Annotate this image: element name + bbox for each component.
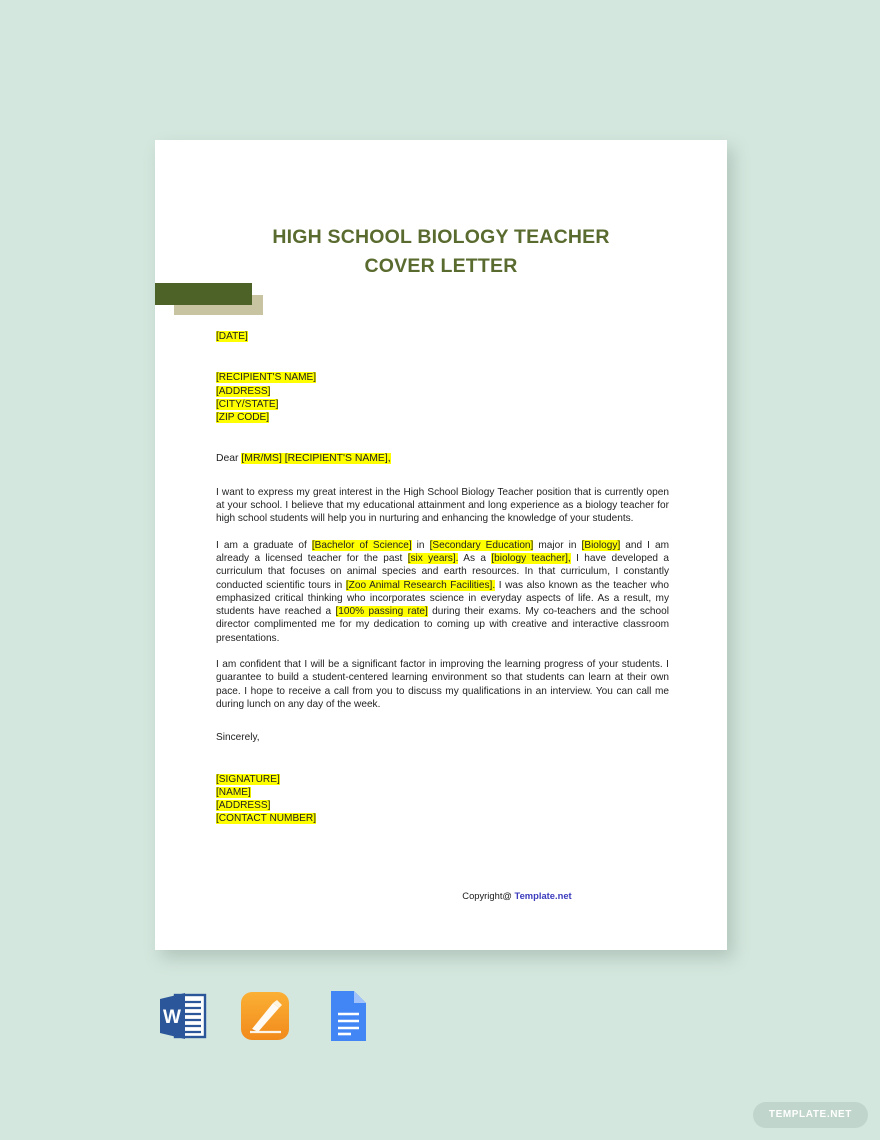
salutation-line — [216, 452, 669, 465]
header-decoration-green-bar — [155, 283, 252, 305]
date-line — [216, 330, 669, 343]
spacer — [216, 711, 669, 731]
paragraph-2 — [216, 539, 669, 645]
google-docs-icon[interactable] — [319, 988, 375, 1044]
p2-text-3: major in — [533, 539, 582, 551]
paragraph-1: I want to express my great interest in the High School Biology Teacher position that is currently open at your school. I believe that my educational attainment and long experience as a biology teacher for high school students will help you in nurturing and enhancing the knowledge of your students. — [216, 486, 669, 525]
signature-line — [216, 773, 669, 786]
years-experience-field: [six years]. — [407, 552, 459, 564]
major-field: [Biology] — [581, 539, 621, 551]
sender-name-field: [NAME] — [216, 786, 251, 798]
format-icons-row — [155, 988, 375, 1044]
sender-address-field: [ADDRESS] — [216, 800, 271, 812]
program-field: [Secondary Education] — [429, 539, 534, 551]
signature-field: [SIGNATURE] — [216, 773, 280, 785]
spacer — [216, 343, 669, 371]
p2-text-5: As a — [458, 552, 492, 564]
sender-contact-field: [CONTACT NUMBER] — [216, 813, 317, 825]
recipient-city-state-line — [216, 398, 669, 411]
p2-text-1: I am a graduate of — [216, 539, 312, 551]
paragraph-3: I am confident that I will be a significant factor in improving the learning progress of your students. I guarantee to build a student-centered learning environment so that students can learn at their own pace. I hope to receive a call from you to discuss my qualifications in an interview. You can call me during lunch on any day of the week. — [216, 659, 669, 710]
closing-line: Sincerely, — [216, 732, 260, 744]
spacer — [216, 526, 669, 539]
copyright-notice — [155, 890, 727, 901]
spacer — [216, 424, 669, 452]
sender-contact-line — [216, 812, 669, 825]
page-title-line-2: COVER LETTER — [364, 255, 518, 277]
page-title — [185, 223, 697, 281]
role-field: [biology teacher], — [491, 552, 571, 564]
signature-block — [216, 773, 669, 826]
microsoft-word-icon[interactable] — [155, 988, 211, 1044]
recipient-address-field: [ADDRESS] — [216, 385, 271, 397]
date-field: [DATE] — [216, 331, 248, 342]
sender-name-line — [216, 786, 669, 799]
recipient-address-line — [216, 385, 669, 398]
salutation-title-field: [MR/MS] — [241, 453, 282, 465]
letter-body — [216, 330, 669, 826]
recipient-city-state-field: [CITY/STATE] — [216, 398, 279, 410]
p2-text-2: in — [411, 539, 430, 551]
template-net-watermark: TEMPLATE.NET — [753, 1102, 868, 1128]
recipient-zip-field: [ZIP CODE] — [216, 412, 270, 424]
degree-field: [Bachelor of Science] — [311, 539, 412, 551]
recipient-name-line — [216, 371, 669, 384]
svg-text:W: W — [163, 1007, 181, 1028]
spacer — [216, 645, 669, 658]
spacer — [216, 745, 669, 773]
document-page — [155, 140, 727, 950]
facility-field: [Zoo Animal Research Facilities]. — [345, 579, 496, 591]
spacer — [216, 466, 669, 486]
template-net-link[interactable]: Template.net — [514, 890, 572, 901]
recipient-name-field: [RECIPIENT'S NAME] — [216, 372, 317, 384]
page-title-line-1: HIGH SCHOOL BIOLOGY TEACHER — [272, 226, 610, 248]
recipient-zip-line — [216, 411, 669, 424]
p2-text-4: and I am already a licensed teacher for the past — [216, 539, 669, 564]
p2-text-6: I have developed a curriculum that focuses on animal species and earth resources. In that curriculum, I constantly conducted scientific tours in — [216, 552, 669, 591]
salutation-name-field: [RECIPIENT'S NAME], — [284, 453, 391, 465]
sender-address-line — [216, 799, 669, 812]
p2-text-7: I was also known as the teacher who emphasized critical thinking who incorporates science in everyday aspects of life. As a result, my students have reached a — [216, 579, 669, 618]
recipient-block — [216, 371, 669, 424]
p2-text-8: during their exams. My co-teachers and the school director complimented me for my dedication to coming up with creative and interactive classroom presentations. — [216, 606, 669, 644]
copyright-text: Copyright@ — [462, 890, 515, 901]
passing-rate-field: [100% passing rate] — [335, 606, 428, 618]
apple-pages-icon[interactable] — [237, 988, 293, 1044]
salutation-prefix: Dear — [216, 453, 242, 465]
